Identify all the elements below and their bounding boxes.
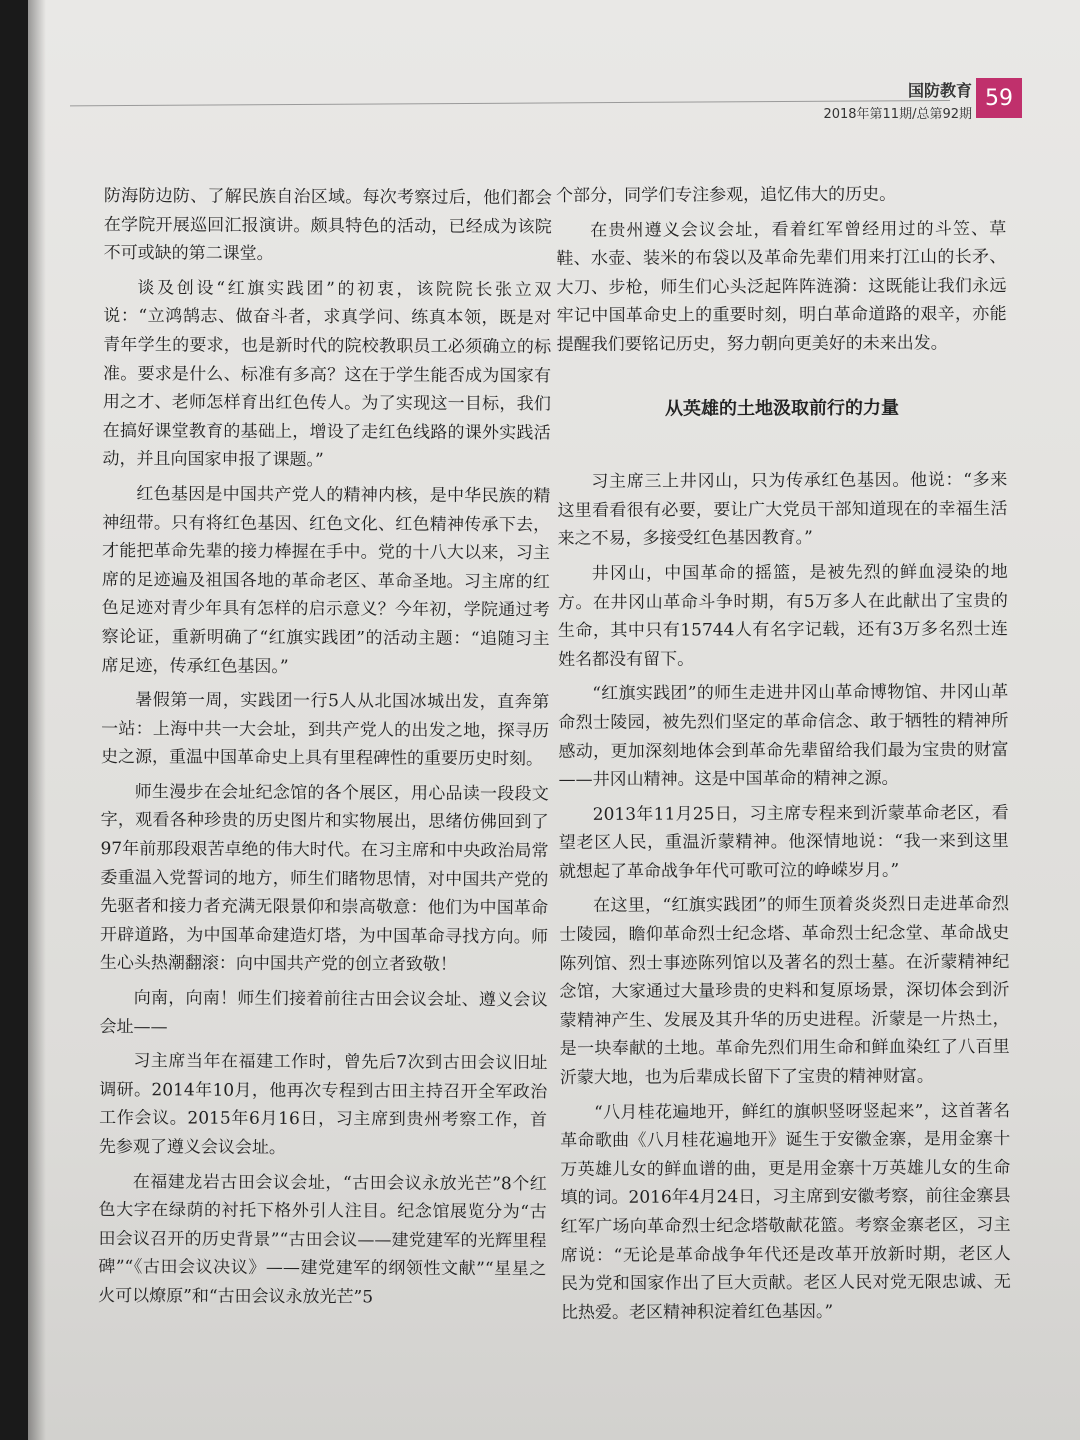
paragraph: 习主席三上井冈山，只为传承红色基因。他说：“多来这里看看很有必要，要让广大党员干部知道现在的幸福生活来之不易，多接受红色基因教育。” — [557, 470, 1008, 550]
paragraph: 在福建龙岩古田会议会址，“古田会议永放光芒”8个红色大字在绿荫的衬托下格外引人注目。纪念馆展览分为“古田会议召开的历史背景”“古田会议——建党建军的光辉里程碑”“《古田会议决议》——建党建军的纲领性文献”“星星之火可以燎原”和“古田会议永放光芒”5 — [98, 1171, 547, 1308]
paragraph: “红旗实践团”的师生走进井冈山革命博物馆、井冈山革命烈士陵园，被先烈们坚定的革命信念、敢于牺牲的精神所感动，更加深刻地体会到革命先辈留给我们最为宝贵的财富——井冈山精神。这是中国革命的精神之源。 — [558, 682, 1009, 791]
page-gutter-shadow — [28, 0, 46, 1440]
paragraph: 在贵州遵义会议会址，看着红军曾经用过的斗笠、草鞋、水壶、装米的布袋以及革命先辈们用来打江山的长矛、大刀、步枪，师生们心头泛起阵阵涟漪：这既能让我们永远牢记中国革命史上的重要时刻，明白革命道路的艰辛，亦能提醒我们要铭记历史，努力朝向更美好的未来出发。 — [556, 218, 1007, 355]
issue-info: 2018年第11期/总第92期 — [823, 107, 972, 122]
header-rule — [70, 100, 950, 106]
paragraph: 师生漫步在会址纪念馆的各个展区，用心品读一段段文字，观看各种珍贵的历史图片和实物展出，思绪仿佛回到了97年前那段艰苦卓绝的伟大时代。在习主席和中央政治局常委重温入党誓词的地方，师生们睹物思情，对中国共产党的先驱者和接力者充满无限景仰和崇高敬意：他们为中国革命开辟道路，为中国革命建造灯塔，为中国革命寻找方向。师生心头热潮翻滚：向中国共产党的创立者致敬！ — [99, 782, 549, 976]
paragraph: 井冈山，中国革命的摇篮，是被先烈的鲜血浸染的地方。在井冈山革命斗争时期，有5万多人在此献出了宝贵的生命，其中只有15744人有名字记载，还有3万多名烈士连姓名都没有留下。 — [557, 561, 1008, 670]
section-title: 从英雄的土地汲取前行的力量 — [664, 397, 900, 420]
paragraph: 个部分，同学们专注参观，追忆伟大的历史。 — [556, 184, 897, 206]
paragraph: 习主席当年在福建工作时，曾先后7次到古田会议旧址调研。2014年10月，他再次专程到古田主持召开全军政治工作会议。2015年6月16日，习主席到贵州考察工作，首先参观了遵义会议会址。 — [98, 1051, 548, 1158]
paragraph: 向南，向南！师生们接着前往古田会议会址、遵义会议会址—— — [99, 988, 548, 1037]
paragraph: 红色基因是中国共产党人的精神内核，是中华民族的精神纽带。只有将红色基因、红色文化、红色精神传承下去，才能把革命先辈的接力棒握在手中。党的十八大以来，习主席的足迹遍及祖国各地的革命老区、革命圣地。习主席的红色足迹对青少年具有怎样的启示意义？今年初，学院通过考察论证，重新明确了“红旗实践团”的活动主题：“追随习主席足迹，传承红色基因。” — [101, 484, 551, 677]
paragraph: 2013年11月25日，习主席专程来到沂蒙革命老区，看望老区人民，重温沂蒙精神。他深情地说：“我一来到这里就想起了革命战争年代可歌可泣的峥嵘岁月。” — [558, 802, 1009, 882]
paragraph: 防海防边防、了解民族自治区域。每次考察过后，他们都会在学院开展巡回汇报演讲。颇具特色的活动，已经成为该院不可或缺的第二课堂。 — [103, 185, 552, 265]
magazine-page — [28, 0, 1080, 1440]
left-column — [98, 182, 552, 1319]
paragraph: 在这里，“红旗实践团”的师生顶着炎炎烈日走进革命烈士陵园，瞻仰革命烈士纪念塔、革命烈士纪念堂、革命战史陈列馆、烈士事迹陈列馆以及著名的烈士墓。在沂蒙精神纪念馆，大家通过大量珍贵的史料和复原场景，深切体会到沂蒙精神产生、发展及其升华的历史进程。沂蒙是一片热土，是一块奉献的土地。革命先烈们用生命和鲜血染红了八百里沂蒙大地，也为后辈成长留下了宝贵的精神财富。 — [559, 894, 1010, 1089]
magazine-name: 国防教育 — [907, 81, 972, 100]
paragraph: 谈及创设“红旗实践团”的初衷，该院院长张立双说：“立鸿鹄志、做奋斗者，求真学问、练真本领，既是对青年学生的要求，也是新时代的院校教职员工必须确立的标准。要求是什么、标准有多高？这在于学生能否成为国家有用之才、老师怎样育出红色传人。为了实现这一目标，我们在搞好课堂教育的基础上，增设了走红色线路的课外实践活动，并且向国家申报了课题。” — [102, 277, 552, 471]
paragraph: 暑假第一周，实践团一行5人从北国冰城出发，直奔第一站：上海中共一大会址，到共产党人的出发之地，探寻历史之源，重温中国革命史上具有里程碑性的重要历史时刻。 — [100, 690, 550, 770]
right-column — [556, 180, 1011, 1333]
paragraph: “八月桂花遍地开，鲜红的旗帜竖呀竖起来”，这首著名革命歌曲《八月桂花遍地开》诞生于安徽金寨，是用金寨十万英雄儿女的鲜血谱的曲，更是用金寨十万英雄儿女的生命填的词。2016年4月24日，习主席到安徽考察，前往金寨县红军广场向革命烈士纪念塔敬献花篮。考察金寨老区，习主席说：“无论是革命战争年代还是改革开放新时期，老区人民为党和国家作出了巨大贡献。老区人民对党无限忠诚、无比热爱。老区精神积淀着红色基因。” — [560, 1100, 1011, 1323]
page-number-badge: 59 — [976, 78, 1022, 118]
